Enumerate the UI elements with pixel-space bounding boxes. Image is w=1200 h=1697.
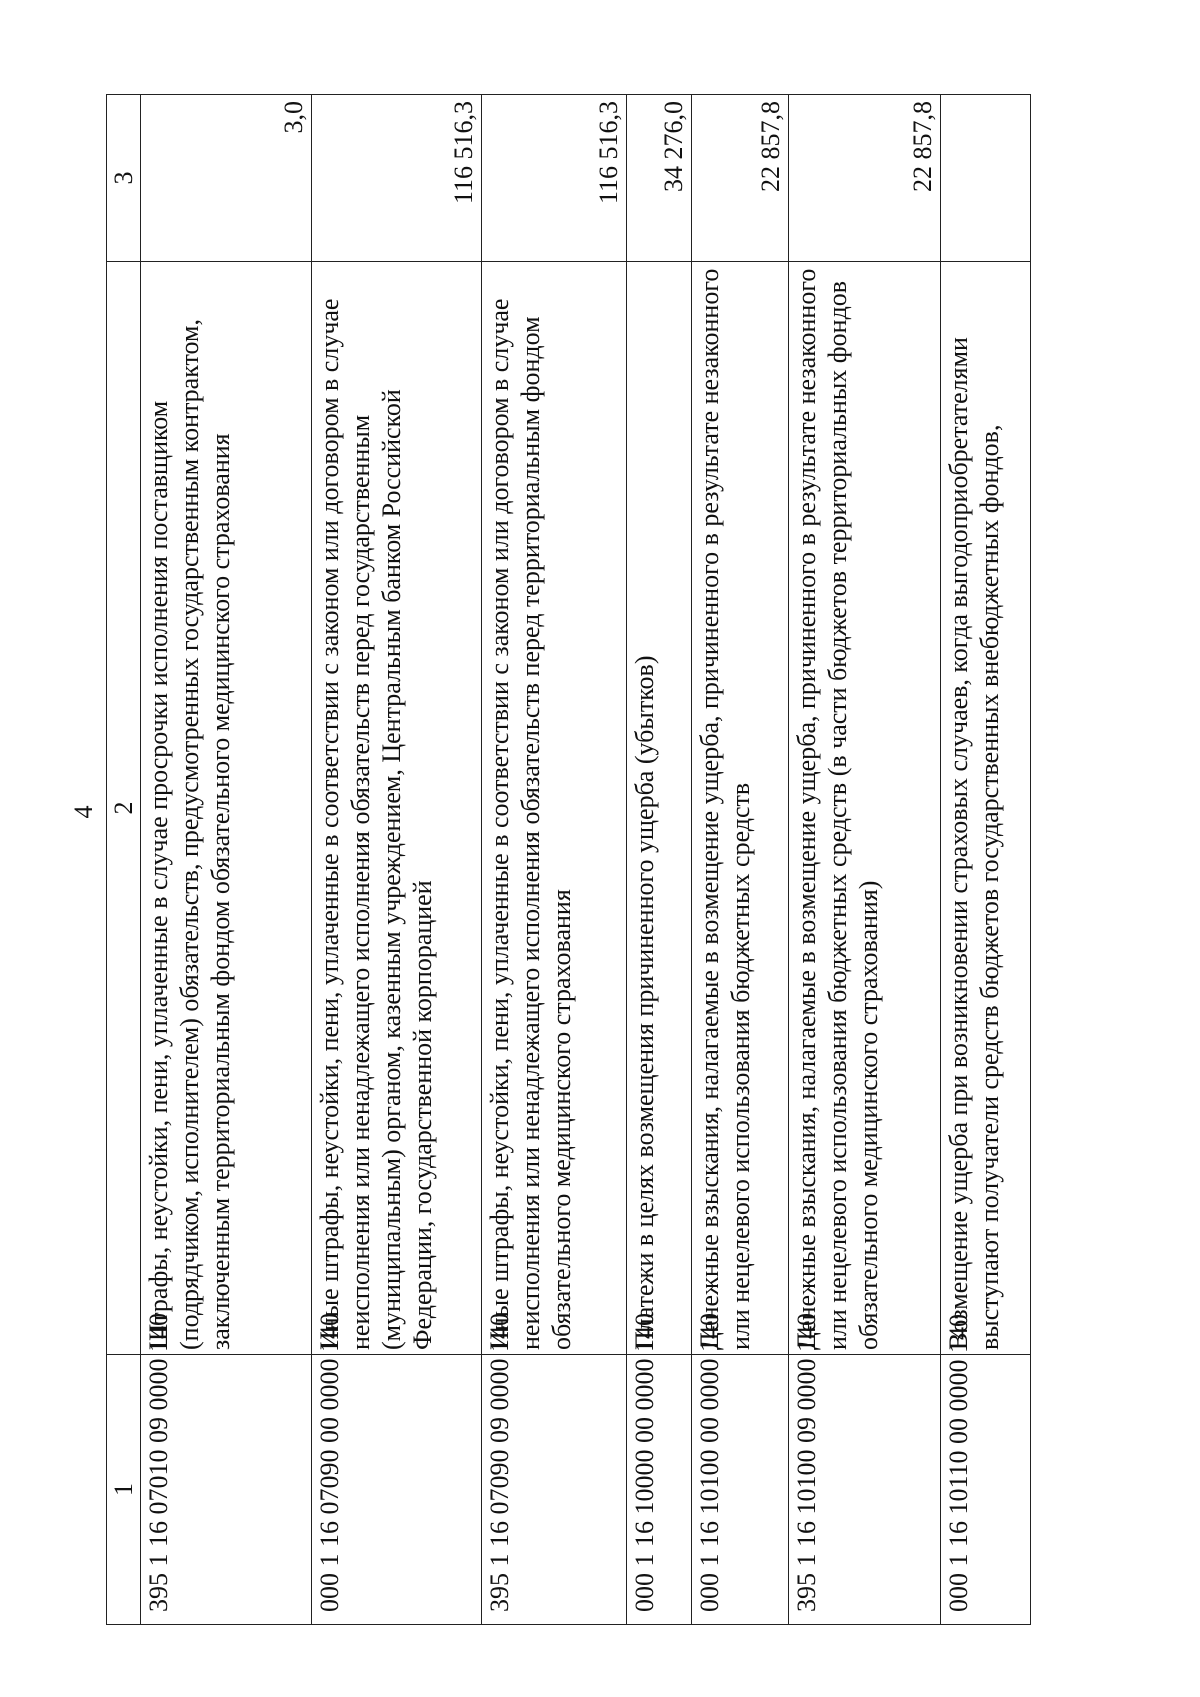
amount-cell: 3,0 [141, 95, 312, 262]
amount-cell: 22 857,8 [789, 95, 941, 262]
revenue-table [106, 94, 1031, 1625]
budget-code-cell: 395 1 16 07090 09 0000 140 [482, 1355, 627, 1625]
budget-code-cell: 395 1 16 10100 09 0000 140 [789, 1355, 941, 1625]
budget-code-cell: 395 1 16 07010 09 0000 140 [141, 1355, 312, 1625]
amount-cell: 34 276,0 [627, 95, 692, 262]
description-cell: Иные штрафы, неустойки, пени, уплаченные в соответствии с законом или договором в случае неисполнения или ненадлежащего исполнения обязательств перед территориальным фондом обязательного медицинского страхования [482, 262, 627, 1355]
rotated-table-container [106, 95, 1106, 1625]
table-row [482, 95, 627, 1625]
page-number: 4 [69, 805, 98, 819]
budget-code-cell: 000 1 16 10000 00 0000 140 [627, 1355, 692, 1625]
table-row [941, 95, 1031, 1625]
column-header-2: 2 [107, 262, 141, 1355]
description-cell: Денежные взыскания, налагаемые в возмещение ущерба, причиненного в результате незаконного или нецелевого использования бюджетных средств [692, 262, 789, 1355]
table-row [312, 95, 482, 1625]
table-row [789, 95, 941, 1625]
table-header-row [107, 95, 141, 1625]
table-row [627, 95, 692, 1625]
description-cell: Денежные взыскания, налагаемые в возмещение ущерба, причиненного в результате незаконного или нецелевого использования бюджетных средств (в части бюджетов территориальных фондов обязательного медицинского страхования) [789, 262, 941, 1355]
budget-code-cell: 000 1 16 10100 00 0000 140 [692, 1355, 789, 1625]
amount-cell: 22 857,8 [692, 95, 789, 262]
budget-code-cell: 000 1 16 07090 00 0000 140 [312, 1355, 482, 1625]
amount-cell [941, 95, 1031, 262]
description-cell: Штрафы, неустойки, пени, уплаченные в случае просрочки исполнения поставщиком (подрядчиком, исполнителем) обязательств, предусмотренных государственным контрактом, заключенным территориальным фондом обязательного медицинского страхования [141, 262, 312, 1355]
column-header-1: 1 [107, 1355, 141, 1625]
table-row [141, 95, 312, 1625]
description-cell: Иные штрафы, неустойки, пени, уплаченные в соответствии с законом или договором в случае неисполнения или ненадлежащего исполнения обязательств перед государственным (муниципальным) органом, казенным учреждением, Центральным банком Российской Федерации, государственной корпорацией [312, 262, 482, 1355]
budget-code-cell: 000 1 16 10110 00 0000 140 [941, 1355, 1031, 1625]
amount-cell: 116 516,3 [312, 95, 482, 262]
table-row [692, 95, 789, 1625]
amount-cell: 116 516,3 [482, 95, 627, 262]
description-cell: Платежи в целях возмещения причиненного ущерба (убытков) [627, 262, 692, 1355]
description-cell: Возмещение ущерба при возникновении страховых случаев, когда выгодоприобретателями выступают получатели средств бюджетов государственных внебюджетных фондов, [941, 262, 1031, 1355]
column-header-3: 3 [107, 95, 141, 262]
